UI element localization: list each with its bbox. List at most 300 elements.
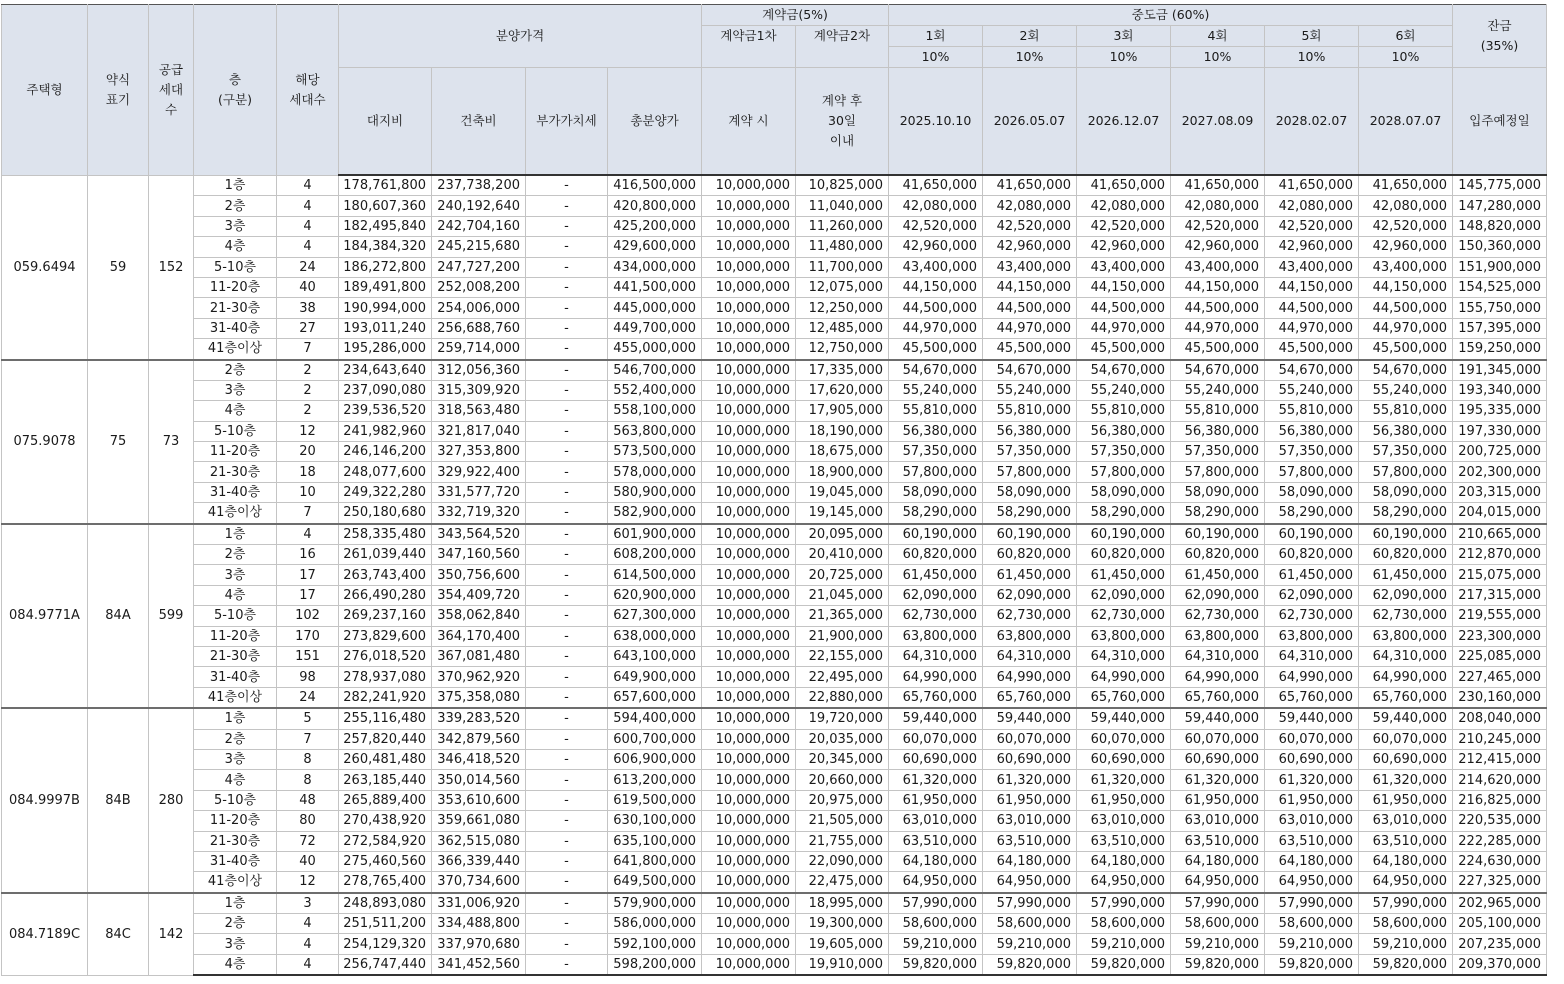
cell-land: 254,129,320 [339, 934, 432, 954]
cell-deposit2: 10,825,000 [796, 175, 889, 196]
cell-total: 614,500,000 [608, 565, 702, 585]
cell-deposit1: 10,000,000 [702, 914, 796, 934]
cell-interim-4: 60,070,000 [1171, 729, 1265, 749]
table-row [2, 216, 1547, 236]
cell-total: 580,900,000 [608, 482, 702, 502]
cell-deposit2: 11,040,000 [796, 196, 889, 216]
table-row [2, 360, 1547, 381]
balance-header: 잔금 (35%) [1453, 5, 1547, 68]
cell-interim-5: 42,520,000 [1265, 216, 1359, 236]
cell-interim-2: 41,650,000 [983, 175, 1077, 196]
cell-units: 2 [277, 380, 339, 400]
cell-interim-2: 58,090,000 [983, 482, 1077, 502]
cell-supply: 599 [149, 524, 194, 709]
cell-building: 331,006,920 [432, 893, 526, 914]
cell-interim-1: 59,210,000 [889, 934, 983, 954]
cell-vat: - [526, 545, 608, 565]
cell-vat: - [526, 687, 608, 708]
cell-balance: 215,075,000 [1453, 565, 1547, 585]
cell-deposit2: 11,260,000 [796, 216, 889, 236]
cell-units: 4 [277, 954, 339, 975]
cell-interim-4: 63,510,000 [1171, 831, 1265, 851]
cell-deposit2: 20,095,000 [796, 524, 889, 545]
cell-building: 342,879,560 [432, 729, 526, 749]
cell-interim-5: 44,150,000 [1265, 277, 1359, 297]
cell-building: 334,488,800 [432, 914, 526, 934]
cell-floor: 4층 [194, 770, 277, 790]
cell-interim-1: 56,380,000 [889, 421, 983, 441]
col-interim-date-6: 2028.07.07 [1359, 68, 1453, 176]
cell-deposit1: 10,000,000 [702, 646, 796, 666]
cell-total: 445,000,000 [608, 298, 702, 318]
cell-interim-4: 61,320,000 [1171, 770, 1265, 790]
cell-deposit2: 22,495,000 [796, 667, 889, 687]
table-row [2, 175, 1547, 196]
cell-deposit2: 22,880,000 [796, 687, 889, 708]
cell-interim-3: 64,990,000 [1077, 667, 1171, 687]
col-supply: 공급 세대 수 [149, 5, 194, 176]
cell-land: 178,761,800 [339, 175, 432, 196]
cell-vat: - [526, 872, 608, 893]
table-row [2, 872, 1547, 893]
cell-interim-1: 57,350,000 [889, 442, 983, 462]
cell-interim-6: 59,440,000 [1359, 708, 1453, 729]
cell-supply: 280 [149, 708, 194, 893]
cell-interim-5: 45,500,000 [1265, 339, 1359, 360]
cell-balance: 212,415,000 [1453, 749, 1547, 769]
cell-building: 375,358,080 [432, 687, 526, 708]
cell-interim-1: 63,800,000 [889, 626, 983, 646]
cell-vat: - [526, 237, 608, 257]
cell-interim-3: 64,950,000 [1077, 872, 1171, 893]
cell-deposit1: 10,000,000 [702, 667, 796, 687]
cell-land: 269,237,160 [339, 606, 432, 626]
cell-building: 327,353,800 [432, 442, 526, 462]
cell-units: 48 [277, 790, 339, 810]
cell-total: 573,500,000 [608, 442, 702, 462]
cell-interim-4: 43,400,000 [1171, 257, 1265, 277]
cell-interim-3: 59,440,000 [1077, 708, 1171, 729]
cell-balance: 210,245,000 [1453, 729, 1547, 749]
cell-interim-2: 59,820,000 [983, 954, 1077, 975]
cell-interim-4: 44,150,000 [1171, 277, 1265, 297]
cell-floor: 3층 [194, 565, 277, 585]
cell-interim-3: 60,690,000 [1077, 749, 1171, 769]
cell-total: 649,900,000 [608, 667, 702, 687]
cell-units: 5 [277, 708, 339, 729]
cell-land: 234,643,640 [339, 360, 432, 381]
cell-interim-5: 61,950,000 [1265, 790, 1359, 810]
cell-interim-3: 61,950,000 [1077, 790, 1171, 810]
cell-deposit2: 21,755,000 [796, 831, 889, 851]
cell-land: 278,765,400 [339, 872, 432, 893]
cell-floor: 5-10층 [194, 257, 277, 277]
cell-deposit2: 12,250,000 [796, 298, 889, 318]
cell-land: 260,481,480 [339, 749, 432, 769]
cell-interim-4: 57,800,000 [1171, 462, 1265, 482]
cell-interim-6: 63,010,000 [1359, 811, 1453, 831]
table-row [2, 831, 1547, 851]
cell-deposit2: 12,485,000 [796, 318, 889, 338]
cell-floor: 31-40층 [194, 667, 277, 687]
cell-building: 350,756,600 [432, 565, 526, 585]
table-row [2, 893, 1547, 914]
cell-land: 272,584,920 [339, 831, 432, 851]
cell-interim-2: 64,950,000 [983, 872, 1077, 893]
cell-deposit1: 10,000,000 [702, 811, 796, 831]
cell-interim-3: 60,190,000 [1077, 524, 1171, 545]
cell-interim-1: 60,190,000 [889, 524, 983, 545]
cell-interim-3: 56,380,000 [1077, 421, 1171, 441]
cell-interim-6: 63,800,000 [1359, 626, 1453, 646]
cell-interim-5: 41,650,000 [1265, 175, 1359, 196]
cell-building: 252,008,200 [432, 277, 526, 297]
cell-interim-4: 41,650,000 [1171, 175, 1265, 196]
cell-interim-1: 61,950,000 [889, 790, 983, 810]
cell-floor: 41층이상 [194, 339, 277, 360]
cell-units: 4 [277, 914, 339, 934]
table-row [2, 524, 1547, 545]
cell-interim-6: 61,450,000 [1359, 565, 1453, 585]
cell-balance: 210,665,000 [1453, 524, 1547, 545]
cell-floor: 21-30층 [194, 831, 277, 851]
cell-building: 332,719,320 [432, 503, 526, 524]
cell-units: 16 [277, 545, 339, 565]
cell-vat: - [526, 811, 608, 831]
cell-interim-1: 63,510,000 [889, 831, 983, 851]
cell-total: 546,700,000 [608, 360, 702, 381]
cell-deposit2: 22,090,000 [796, 851, 889, 871]
cell-total: 598,200,000 [608, 954, 702, 975]
cell-interim-3: 55,240,000 [1077, 380, 1171, 400]
table-row [2, 401, 1547, 421]
cell-deposit2: 11,700,000 [796, 257, 889, 277]
col-deposit2-when: 계약 후 30일 이내 [796, 68, 889, 176]
interim-group-header: 중도금 (60%) [889, 5, 1453, 26]
cell-floor: 11-20층 [194, 811, 277, 831]
cell-interim-5: 62,730,000 [1265, 606, 1359, 626]
cell-total: 606,900,000 [608, 749, 702, 769]
cell-interim-1: 42,080,000 [889, 196, 983, 216]
cell-interim-6: 57,990,000 [1359, 893, 1453, 914]
col-short-mark: 약식 표기 [88, 5, 149, 176]
cell-interim-2: 63,800,000 [983, 626, 1077, 646]
cell-interim-2: 55,810,000 [983, 401, 1077, 421]
cell-floor: 3층 [194, 749, 277, 769]
cell-balance: 191,345,000 [1453, 360, 1547, 381]
cell-units: 3 [277, 893, 339, 914]
cell-vat: - [526, 893, 608, 914]
col-interim-date-3: 2026.12.07 [1077, 68, 1171, 176]
cell-units: 170 [277, 626, 339, 646]
cell-floor: 5-10층 [194, 790, 277, 810]
cell-balance: 230,160,000 [1453, 687, 1547, 708]
cell-balance: 214,620,000 [1453, 770, 1547, 790]
cell-interim-1: 63,010,000 [889, 811, 983, 831]
table-row [2, 646, 1547, 666]
cell-interim-2: 57,350,000 [983, 442, 1077, 462]
cell-floor: 2층 [194, 729, 277, 749]
cell-building: 350,014,560 [432, 770, 526, 790]
cell-floor: 11-20층 [194, 626, 277, 646]
cell-deposit1: 10,000,000 [702, 545, 796, 565]
table-row [2, 462, 1547, 482]
cell-units: 18 [277, 462, 339, 482]
cell-building: 237,738,200 [432, 175, 526, 196]
cell-total: 638,000,000 [608, 626, 702, 646]
table-row [2, 339, 1547, 360]
cell-land: 278,937,080 [339, 667, 432, 687]
cell-deposit1: 10,000,000 [702, 954, 796, 975]
cell-deposit1: 10,000,000 [702, 277, 796, 297]
cell-interim-5: 56,380,000 [1265, 421, 1359, 441]
cell-interim-4: 42,960,000 [1171, 237, 1265, 257]
cell-balance: 217,315,000 [1453, 585, 1547, 605]
cell-building: 256,688,760 [432, 318, 526, 338]
cell-interim-2: 56,380,000 [983, 421, 1077, 441]
cell-floor: 4층 [194, 585, 277, 605]
cell-house-type: 084.7189C [2, 893, 88, 976]
cell-vat: - [526, 277, 608, 297]
cell-building: 367,081,480 [432, 646, 526, 666]
col-balance-when: 입주예정일 [1453, 68, 1547, 176]
cell-interim-4: 58,290,000 [1171, 503, 1265, 524]
cell-deposit1: 10,000,000 [702, 318, 796, 338]
cell-building: 321,817,040 [432, 421, 526, 441]
cell-floor: 3층 [194, 216, 277, 236]
cell-land: 251,511,200 [339, 914, 432, 934]
cell-deposit1: 10,000,000 [702, 421, 796, 441]
cell-short-mark: 84A [88, 524, 149, 709]
cell-interim-2: 62,730,000 [983, 606, 1077, 626]
cell-interim-5: 57,350,000 [1265, 442, 1359, 462]
cell-building: 259,714,000 [432, 339, 526, 360]
cell-vat: - [526, 914, 608, 934]
cell-interim-5: 55,810,000 [1265, 401, 1359, 421]
cell-interim-5: 65,760,000 [1265, 687, 1359, 708]
cell-units: 17 [277, 585, 339, 605]
cell-interim-5: 44,970,000 [1265, 318, 1359, 338]
cell-units: 12 [277, 872, 339, 893]
cell-interim-3: 63,800,000 [1077, 626, 1171, 646]
cell-interim-4: 61,450,000 [1171, 565, 1265, 585]
cell-interim-4: 42,520,000 [1171, 216, 1265, 236]
cell-interim-3: 41,650,000 [1077, 175, 1171, 196]
table-row [2, 277, 1547, 297]
table-row [2, 954, 1547, 975]
cell-balance: 203,315,000 [1453, 482, 1547, 502]
cell-building: 343,564,520 [432, 524, 526, 545]
cell-land: 258,335,480 [339, 524, 432, 545]
cell-land: 256,747,440 [339, 954, 432, 975]
cell-interim-1: 57,990,000 [889, 893, 983, 914]
cell-balance: 145,775,000 [1453, 175, 1547, 196]
cell-interim-3: 61,320,000 [1077, 770, 1171, 790]
cell-vat: - [526, 729, 608, 749]
cell-interim-1: 59,820,000 [889, 954, 983, 975]
cell-total: 600,700,000 [608, 729, 702, 749]
cell-interim-5: 55,240,000 [1265, 380, 1359, 400]
cell-interim-1: 60,820,000 [889, 545, 983, 565]
cell-deposit2: 20,345,000 [796, 749, 889, 769]
table-header [2, 5, 1547, 176]
cell-interim-6: 55,240,000 [1359, 380, 1453, 400]
cell-interim-6: 65,760,000 [1359, 687, 1453, 708]
cell-land: 248,077,600 [339, 462, 432, 482]
cell-land: 263,185,440 [339, 770, 432, 790]
cell-interim-4: 64,990,000 [1171, 667, 1265, 687]
cell-floor: 31-40층 [194, 851, 277, 871]
cell-deposit1: 10,000,000 [702, 524, 796, 545]
cell-interim-4: 59,210,000 [1171, 934, 1265, 954]
cell-land: 266,490,280 [339, 585, 432, 605]
cell-building: 358,062,840 [432, 606, 526, 626]
cell-vat: - [526, 646, 608, 666]
cell-balance: 227,325,000 [1453, 872, 1547, 893]
cell-deposit1: 10,000,000 [702, 257, 796, 277]
cell-total: 579,900,000 [608, 893, 702, 914]
cell-interim-5: 61,320,000 [1265, 770, 1359, 790]
cell-interim-5: 60,820,000 [1265, 545, 1359, 565]
cell-balance: 216,825,000 [1453, 790, 1547, 810]
cell-units: 4 [277, 237, 339, 257]
cell-interim-2: 57,990,000 [983, 893, 1077, 914]
cell-supply: 142 [149, 893, 194, 976]
cell-balance: 157,395,000 [1453, 318, 1547, 338]
cell-interim-3: 59,210,000 [1077, 934, 1171, 954]
cell-interim-4: 61,950,000 [1171, 790, 1265, 810]
cell-deposit2: 19,300,000 [796, 914, 889, 934]
cell-interim-5: 54,670,000 [1265, 360, 1359, 381]
cell-interim-1: 62,090,000 [889, 585, 983, 605]
cell-land: 282,241,920 [339, 687, 432, 708]
cell-interim-6: 41,650,000 [1359, 175, 1453, 196]
cell-vat: - [526, 851, 608, 871]
cell-building: 353,610,600 [432, 790, 526, 810]
cell-floor: 2층 [194, 196, 277, 216]
cell-interim-3: 64,180,000 [1077, 851, 1171, 871]
cell-vat: - [526, 360, 608, 381]
cell-interim-3: 44,500,000 [1077, 298, 1171, 318]
cell-interim-3: 58,290,000 [1077, 503, 1171, 524]
cell-balance: 224,630,000 [1453, 851, 1547, 871]
cell-total: 641,800,000 [608, 851, 702, 871]
cell-vat: - [526, 565, 608, 585]
cell-land: 257,820,440 [339, 729, 432, 749]
cell-vat: - [526, 770, 608, 790]
cell-interim-4: 54,670,000 [1171, 360, 1265, 381]
cell-interim-1: 59,440,000 [889, 708, 983, 729]
cell-floor: 41층이상 [194, 503, 277, 524]
cell-interim-6: 60,190,000 [1359, 524, 1453, 545]
cell-land: 273,829,600 [339, 626, 432, 646]
cell-interim-6: 59,820,000 [1359, 954, 1453, 975]
cell-interim-6: 59,210,000 [1359, 934, 1453, 954]
cell-interim-3: 61,450,000 [1077, 565, 1171, 585]
cell-interim-2: 65,760,000 [983, 687, 1077, 708]
cell-vat: - [526, 339, 608, 360]
table-row [2, 626, 1547, 646]
table-row [2, 196, 1547, 216]
cell-floor: 41층이상 [194, 872, 277, 893]
cell-land: 248,893,080 [339, 893, 432, 914]
cell-units: 27 [277, 318, 339, 338]
cell-deposit2: 17,620,000 [796, 380, 889, 400]
cell-total: 586,000,000 [608, 914, 702, 934]
cell-interim-6: 62,730,000 [1359, 606, 1453, 626]
cell-deposit1: 10,000,000 [702, 462, 796, 482]
cell-total: 635,100,000 [608, 831, 702, 851]
cell-building: 254,006,000 [432, 298, 526, 318]
cell-floor: 3층 [194, 934, 277, 954]
cell-total: 578,000,000 [608, 462, 702, 482]
cell-interim-6: 60,820,000 [1359, 545, 1453, 565]
cell-floor: 11-20층 [194, 442, 277, 462]
cell-land: 261,039,440 [339, 545, 432, 565]
cell-units: 4 [277, 934, 339, 954]
cell-interim-3: 42,960,000 [1077, 237, 1171, 257]
cell-interim-5: 60,690,000 [1265, 749, 1359, 769]
cell-deposit2: 19,605,000 [796, 934, 889, 954]
cell-floor: 21-30층 [194, 646, 277, 666]
cell-building: 366,339,440 [432, 851, 526, 871]
cell-units: 98 [277, 667, 339, 687]
table-row [2, 298, 1547, 318]
cell-interim-5: 57,800,000 [1265, 462, 1359, 482]
cell-interim-5: 60,070,000 [1265, 729, 1359, 749]
cell-interim-5: 59,440,000 [1265, 708, 1359, 729]
cell-interim-6: 60,690,000 [1359, 749, 1453, 769]
cell-interim-4: 55,240,000 [1171, 380, 1265, 400]
cell-interim-1: 43,400,000 [889, 257, 983, 277]
cell-interim-3: 62,730,000 [1077, 606, 1171, 626]
cell-vat: - [526, 790, 608, 810]
cell-units: 7 [277, 729, 339, 749]
cell-interim-5: 61,450,000 [1265, 565, 1359, 585]
cell-interim-5: 42,960,000 [1265, 237, 1359, 257]
cell-total: 429,600,000 [608, 237, 702, 257]
cell-deposit1: 10,000,000 [702, 729, 796, 749]
cell-vat: - [526, 462, 608, 482]
cell-building: 341,452,560 [432, 954, 526, 975]
cell-short-mark: 59 [88, 175, 149, 360]
cell-deposit2: 22,155,000 [796, 646, 889, 666]
cell-land: 275,460,560 [339, 851, 432, 871]
cell-interim-5: 58,290,000 [1265, 503, 1359, 524]
cell-interim-2: 64,310,000 [983, 646, 1077, 666]
cell-interim-2: 45,500,000 [983, 339, 1077, 360]
cell-interim-5: 57,990,000 [1265, 893, 1359, 914]
cell-deposit2: 21,505,000 [796, 811, 889, 831]
cell-deposit2: 21,365,000 [796, 606, 889, 626]
cell-building: 362,515,080 [432, 831, 526, 851]
cell-interim-1: 58,290,000 [889, 503, 983, 524]
cell-land: 237,090,080 [339, 380, 432, 400]
cell-interim-2: 63,510,000 [983, 831, 1077, 851]
interim-round-6: 6회 10% [1359, 26, 1453, 68]
col-units: 해당 세대수 [277, 5, 339, 176]
table-row [2, 770, 1547, 790]
cell-interim-1: 41,650,000 [889, 175, 983, 196]
cell-deposit1: 10,000,000 [702, 893, 796, 914]
cell-vat: - [526, 196, 608, 216]
cell-deposit1: 10,000,000 [702, 380, 796, 400]
cell-units: 38 [277, 298, 339, 318]
cell-deposit1: 10,000,000 [702, 606, 796, 626]
cell-interim-1: 44,150,000 [889, 277, 983, 297]
interim-round-4: 4회 10% [1171, 26, 1265, 68]
cell-deposit1: 10,000,000 [702, 934, 796, 954]
